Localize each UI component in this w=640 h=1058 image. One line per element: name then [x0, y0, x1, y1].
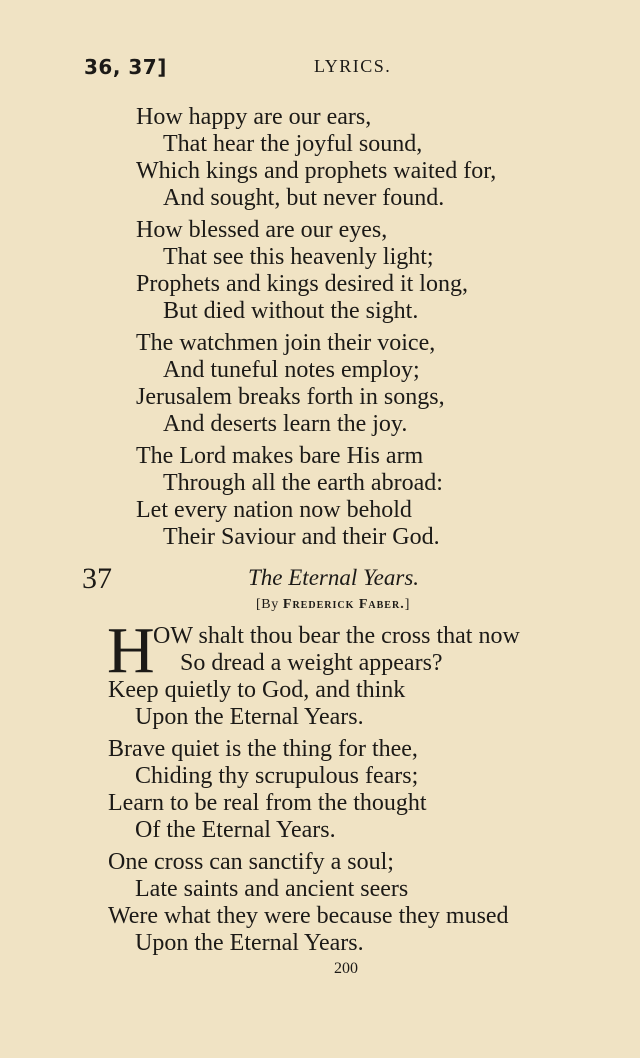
running-header-title: LYRICS. [314, 56, 392, 76]
verse-line: And deserts learn the joy. [163, 411, 408, 437]
verse-line: Keep quietly to God, and think [108, 677, 406, 703]
verse-line: Learn to be real from the thought [108, 790, 427, 816]
verse-line: Were what they were because they mused [108, 903, 509, 929]
verse-line: The Lord makes bare His arm [136, 443, 424, 469]
running-header-hymn-numbers: 36, 37] [84, 55, 167, 79]
verse-line: Of the Eternal Years. [135, 817, 336, 843]
verse-line: But died without the sight. [163, 298, 419, 324]
verse-line: OW shalt thou bear the cross that now [153, 623, 520, 649]
verse-line: Let every nation now behold [136, 497, 412, 523]
author-suffix: ] [404, 597, 410, 612]
hymn-number: 37 [82, 562, 112, 595]
verse-line: Late saints and ancient seers [135, 876, 409, 902]
verse-line: Which kings and prophets waited for, [136, 158, 497, 184]
hymn-title: The Eternal Years. [248, 565, 420, 590]
verse-line: That hear the joyful sound, [163, 131, 423, 157]
verse-line: The watchmen join their voice, [136, 330, 436, 356]
verse-line: How happy are our ears, [136, 104, 372, 130]
verse-line: So dread a weight appears? [180, 650, 443, 676]
verse-line: How blessed are our eyes, [136, 217, 388, 243]
verse-line: Upon the Eternal Years. [135, 704, 364, 730]
author-prefix: [By [256, 597, 283, 612]
verse-line: And sought, but never found. [163, 185, 445, 211]
verse-line: Jerusalem breaks forth in songs, [136, 384, 445, 410]
verse-line: That see this heavenly light; [163, 244, 434, 270]
page-number: 200 [334, 960, 358, 977]
hymn-author [256, 597, 410, 613]
verse-line: Brave quiet is the thing for thee, [108, 736, 418, 762]
author-name: Frederick Faber. [282, 597, 405, 612]
verse-line: And tuneful notes employ; [163, 357, 420, 383]
verse-line: Upon the Eternal Years. [135, 930, 364, 956]
drop-capital: H [107, 614, 155, 687]
verse-line: Their Saviour and their God. [163, 524, 440, 550]
verse-line: Prophets and kings desired it long, [136, 271, 468, 297]
verse-line: One cross can sanctify a soul; [108, 849, 394, 875]
verse-line: Through all the earth abroad: [163, 470, 443, 496]
verse-line: Chiding thy scrupulous fears; [135, 763, 419, 789]
